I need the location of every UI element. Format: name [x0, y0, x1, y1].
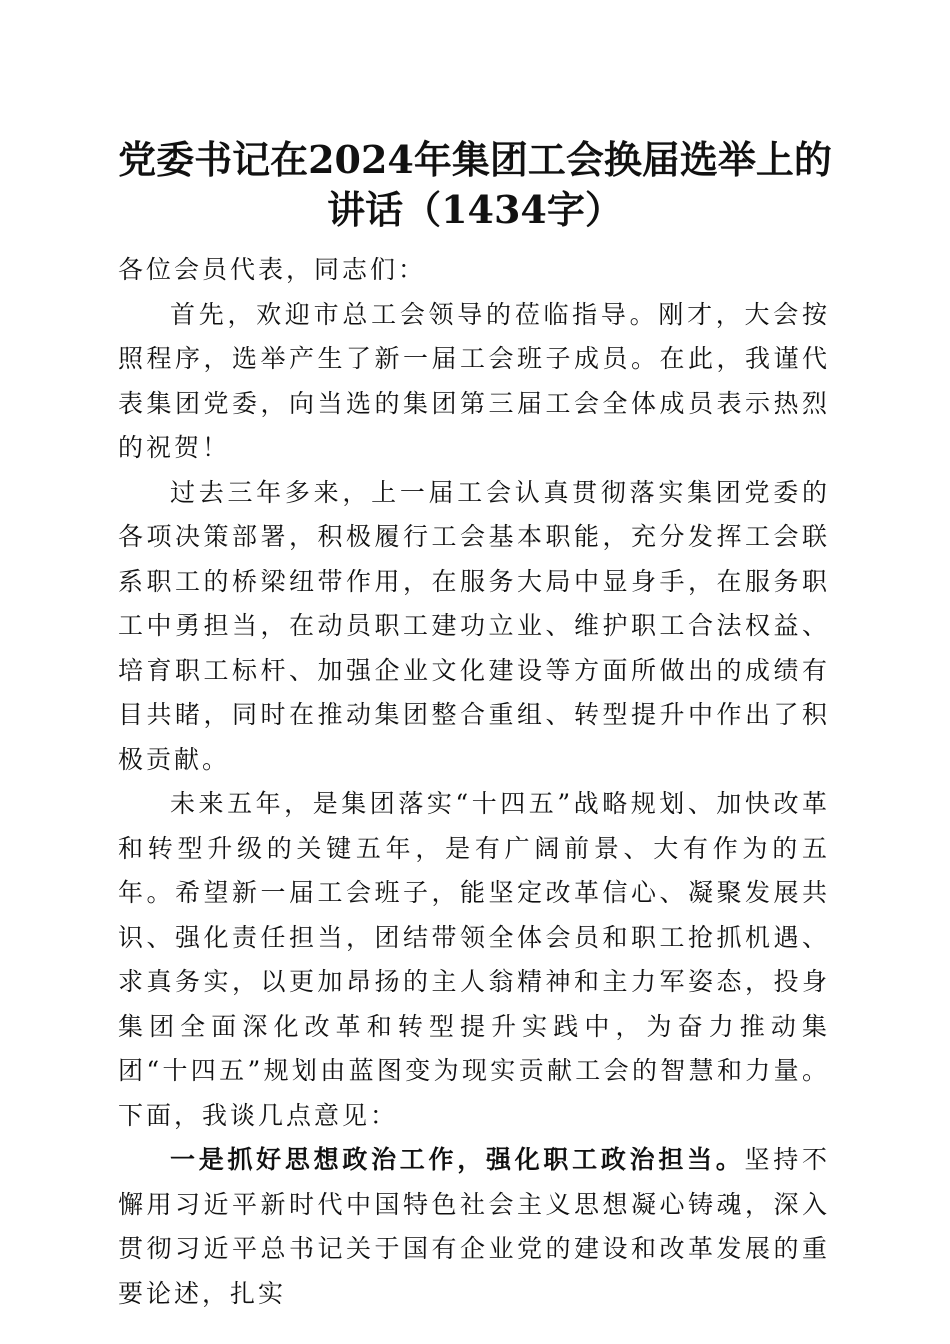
paragraph-outlook: 未来五年，是集团落实“十四五”战略规划、加快改革和转型升级的关键五年，是有广阔前景、大有作为的五年。希望新一届工会班子，能坚定改革信心、凝聚发展共识、强化责任担当，团结带领全体会员和职工抢抓机遇、求真务实，以更加昂扬的主人翁精神和主力军姿态，投身集团全面深化改革和转型提升实践中，为奋力推动集团“十四五”规划由蓝图变为现实贡献工会的智慧和力量。下面，我谈几点意见：	[118, 789, 830, 1130]
paragraph-review: 过去三年多来，上一届工会认真贯彻落实集团党委的各项决策部署，积极履行工会基本职能，充分发挥工会联系职工的桥梁纽带作用，在服务大局中显身手，在服务职工中勇担当，在动员职工建功立业、维护职工合法权益、培育职工标杆、加强企业文化建设等方面所做出的成绩有目共睹，同时在推动集团整合重组、转型提升中作出了积极贡献。	[118, 477, 830, 774]
document-title: 党委书记在2024年集团工会换届选举上的讲话（1434字）	[118, 137, 832, 232]
document-body	[118, 248, 830, 1316]
paragraph-welcome: 首先，欢迎市总工会领导的莅临指导。刚才，大会按照程序，选举产生了新一届工会班子成员。在此，我谨代表集团党委，向当选的集团第三届工会全体成员表示热烈的祝贺！	[118, 299, 830, 462]
salutation: 各位会员代表，同志们：	[118, 255, 427, 284]
point-one-text: 坚持不懈用习近平新时代中国特色社会主义思想凝心铸魂，深入贯彻习近平总书记关于国有企业党的建设和改革发展的重要论述，扎实	[118, 1145, 830, 1308]
point-one-heading: 一是抓好思想政治工作，强化职工政治担当。	[170, 1145, 745, 1174]
paragraph-point-one	[118, 1138, 830, 1316]
